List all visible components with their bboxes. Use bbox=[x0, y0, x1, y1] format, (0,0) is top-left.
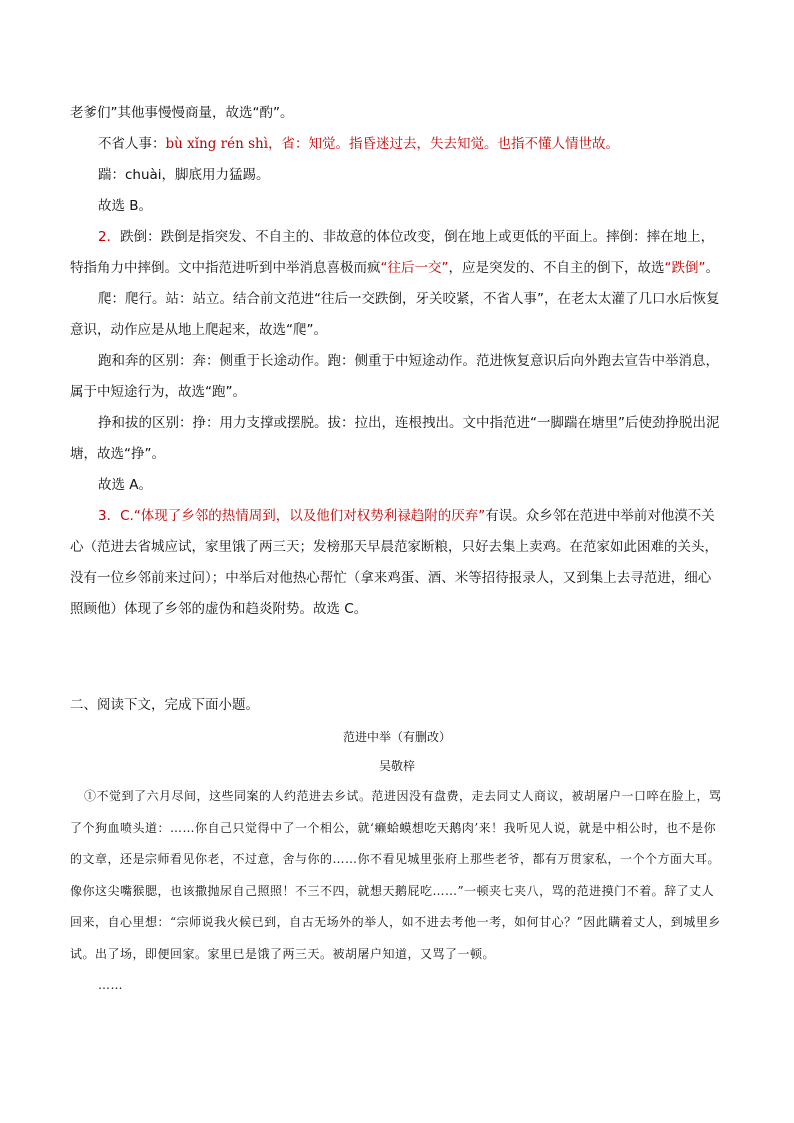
explanation-crawl: 爬：爬行。站：站立。结合前文范进“往后一交跌倒，牙关咬紧，不省人事”，在老太太灌了几口水后恢复意识，动作应是从地上爬起来，故选“爬”。 bbox=[70, 291, 720, 338]
question-2-quote: “往后一交” bbox=[380, 260, 449, 276]
answer-a: 故选 A。 bbox=[98, 477, 153, 493]
question-3-statement: 3．C.“体现了乡邻的热情周到，以及他们对权势利禄趋附的厌弃” bbox=[98, 508, 486, 524]
answer-b: 故选 B。 bbox=[98, 198, 153, 214]
question-3-explanation bbox=[70, 501, 722, 625]
question-3-rest: 有误。众乡邻在范进中举前对他漠不关心（范进去省城应试，家里饿了两三天；发榜那天早晨范家断粮，只好去集上卖鸡。在范家如此困难的关头，没有一位乡邻前来过问）；中举后对他热心帮忙（拿来鸡蛋、酒、米等招待报录人，又到集上去寻范进，细心照顾他）体现了乡邻的虚伪和趋炎附势。故选 C。 bbox=[70, 508, 718, 617]
term-definition: ，省：知觉。指昏迷过去，失去知觉。也指不懂人情世故。 bbox=[268, 136, 620, 152]
explanation-line-1: 老爹们”其他事慢慢商量，故选“酌”。 bbox=[70, 105, 294, 121]
question-2-text-b: ，应是突发的、不自主的倒下，故选 bbox=[448, 260, 665, 276]
explanation-struggle: 挣和拔的区别：挣：用力支撑或摆脱。拔：拉出，连根拽出。文中指范进“一脚踹在塘里”后使劲挣脱出泥塘，故选“挣”。 bbox=[70, 415, 720, 462]
passage-paragraph-1: ①不觉到了六月尽间，这些同案的人约范进去乡试。范进因没有盘费，走去同丈人商议，被胡屠户一口啐在脸上，骂了个狗血喷头道：……你自己只觉得中了一个相公，就‘癞蛤蟆想吃天鹅肉’来！我听见人说，就是中相公时，也不是你的文章，还是宗师看见你老，不过意，舍与你的……你不看见城里张府上那些老爷，都有万贯家私，一个个方面大耳。像你这尖嘴猴腮，也该撒抛尿自己照照！不三不四，就想天鹅屁吃……”一顿夹七夹八，骂的范进摸门不着。辞了丈人回来，自心里想：“宗师说我火候已到，自古无场外的举人，如不进去考他一考，如何甘心？”因此瞒着丈人，到城里乡试。出了场，即便回家。家里已是饿了两三天。被胡屠户知道，又骂了一顿。 bbox=[70, 789, 722, 961]
question-2-explanation bbox=[70, 222, 722, 284]
section-2-heading: 二、阅读下文，完成下面小题。 bbox=[70, 697, 259, 713]
passage-title: 范进中举（有删改） bbox=[342, 730, 451, 744]
passage-body bbox=[70, 781, 722, 1002]
answer-explanation bbox=[70, 98, 722, 625]
term-label: 不省人事： bbox=[98, 136, 166, 152]
explanation-chuai: 踹：chuài，脚底用力猛踢。 bbox=[98, 167, 270, 183]
term-pinyin: bù xǐng rén shì bbox=[165, 136, 269, 152]
question-2-text-a: 跌倒：跌倒是指突发、不自主的、非故意的体位改变，倒在地上或更低的平面上。摔倒：摔在地上，特指角力中摔倒。文中指范进听到中举消息喜极而疯 bbox=[70, 229, 715, 276]
question-2-number: 2． bbox=[98, 229, 121, 245]
question-2-answer: “跌倒” bbox=[664, 260, 706, 276]
question-2-end: 。 bbox=[705, 260, 719, 276]
explanation-run: 跑和奔的区别：奔：侧重于长途动作。跑：侧重于中短途动作。范进恢复意识后向外跑去宣告中举消息，属于中短途行为，故选“跑”。 bbox=[70, 353, 719, 400]
passage-ellipsis: …… bbox=[98, 978, 123, 992]
passage-author: 吴敬梓 bbox=[378, 759, 415, 773]
explanation-bu-xing-ren-shi bbox=[70, 129, 722, 160]
section-2-heading-block bbox=[70, 690, 722, 721]
